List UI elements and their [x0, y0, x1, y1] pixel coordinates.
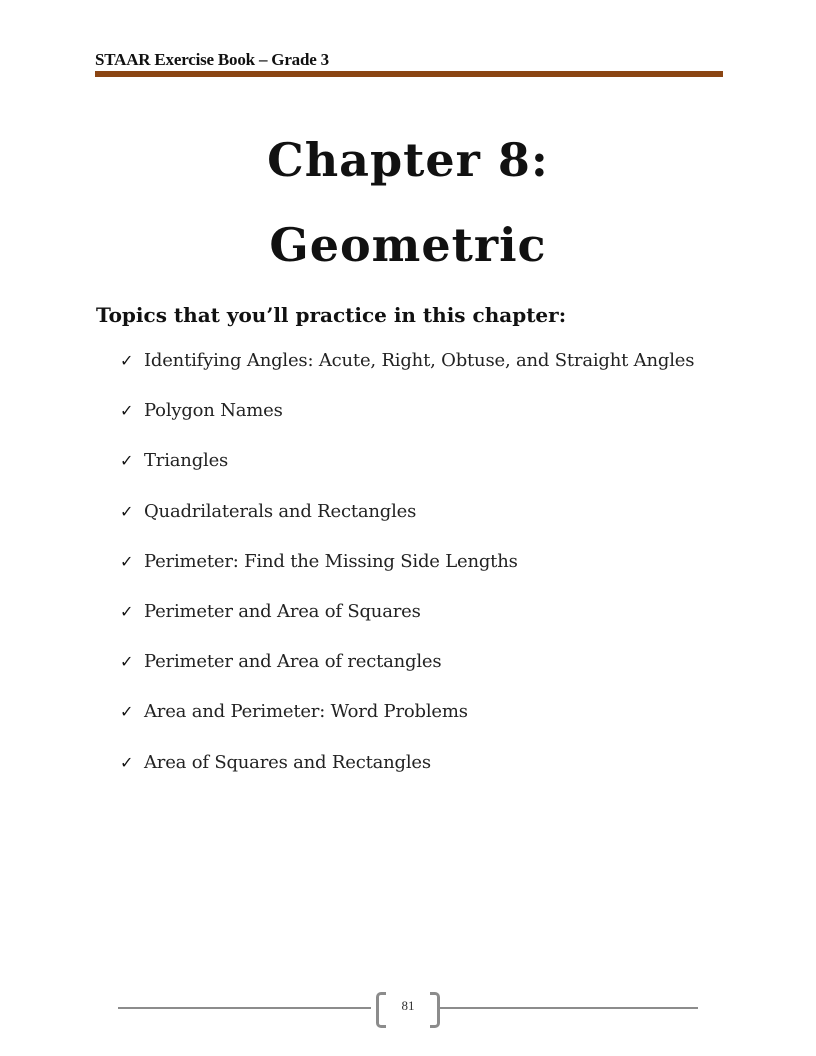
check-icon: ✓ [120, 752, 134, 772]
check-icon: ✓ [120, 652, 134, 672]
check-icon: ✓ [120, 501, 134, 521]
check-icon: ✓ [120, 702, 134, 722]
topic-item [120, 749, 694, 799]
chapter-number: Chapter 8: [267, 133, 549, 187]
topic-item [120, 648, 694, 698]
check-icon: ✓ [120, 401, 134, 421]
footer-rule-right [440, 1007, 698, 1009]
check-icon: ✓ [120, 551, 134, 571]
topic-text: Area and Perimeter: Word Problems [144, 701, 468, 723]
footer-rule-left [118, 1007, 371, 1009]
topic-text: Perimeter: Find the Missing Side Lengths [144, 550, 518, 572]
topic-item [120, 397, 694, 447]
topic-text: Perimeter and Area of rectangles [144, 651, 442, 673]
page-footer [118, 990, 698, 1026]
topics-heading: Topics that you’ll practice in this chapter: [96, 303, 567, 327]
right-bracket-icon [430, 992, 440, 1028]
topic-text: Perimeter and Area of Squares [144, 600, 421, 622]
topic-item [120, 498, 694, 548]
topic-list [120, 347, 694, 799]
check-icon: ✓ [120, 601, 134, 621]
topic-text: Area of Squares and Rectangles [144, 751, 431, 773]
topic-item [120, 447, 694, 497]
topic-item [120, 548, 694, 598]
topic-item [120, 598, 694, 648]
topic-text: Triangles [144, 450, 229, 472]
book-title: STAAR Exercise Book – Grade 3 [95, 50, 329, 69]
topic-text: Identifying Angles: Acute, Right, Obtuse, and Straight Angles [144, 350, 695, 371]
topic-item [120, 347, 694, 397]
header-rule [95, 71, 723, 77]
page-number: 81 [401, 998, 415, 1013]
page-header [95, 50, 723, 70]
topic-text: Polygon Names [144, 400, 283, 422]
chapter-title: Geometric [269, 218, 547, 272]
left-bracket-icon [376, 992, 386, 1028]
topic-text: Quadrilaterals and Rectangles [144, 500, 417, 522]
check-icon: ✓ [120, 351, 134, 370]
check-icon: ✓ [120, 451, 134, 471]
topic-item [120, 698, 694, 748]
